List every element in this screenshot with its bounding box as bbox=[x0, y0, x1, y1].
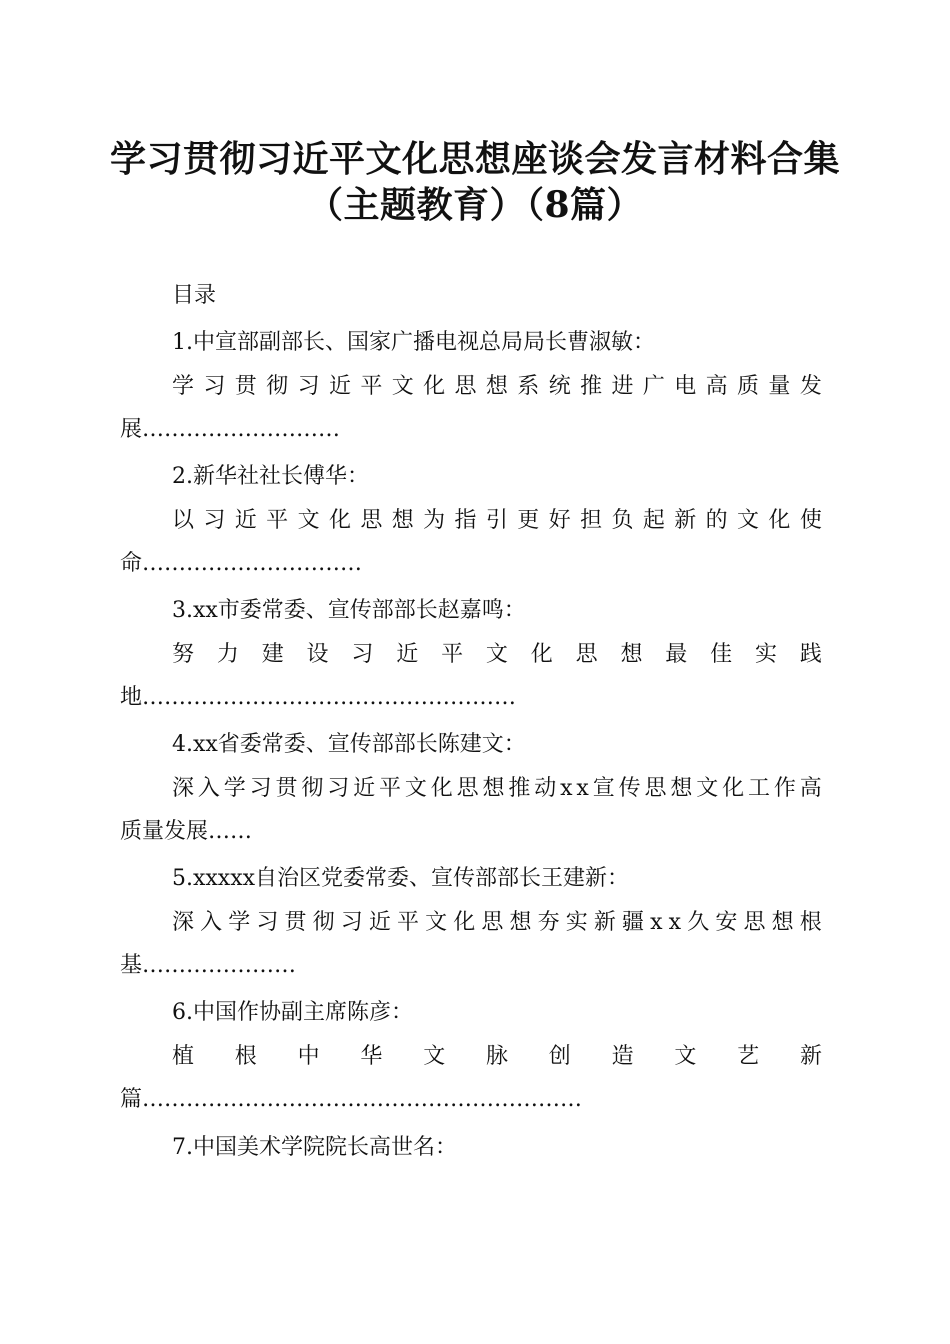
toc-entry-1-head: 1.中宣部副部长、国家广播电视总局局长曹淑敏： bbox=[172, 330, 655, 355]
toc-entry-4-title: 深 入 学 习 贯 彻 习 近 平 文 化 思 想 推 动 x x 宣 传 思 想 文 化 工 作 高 bbox=[172, 776, 822, 801]
toc-entry-6-head: 6.中国作协副主席陈彦： bbox=[172, 1000, 413, 1025]
toc-entry-5-title-cont: 基………………… bbox=[120, 953, 297, 978]
toc-entry-4-head: 4.xx省委常委、宣传部部长陈建文： bbox=[172, 732, 526, 757]
toc-entry-3-title-cont: 地…………………………………………… bbox=[120, 685, 517, 710]
toc-heading: 目录 bbox=[172, 283, 217, 308]
toc-entry-2-title: 以 习 近 平 文 化 思 想 为 指 引 更 好 担 负 起 新 的 文 化 使 bbox=[172, 508, 822, 533]
toc-entry-1-title-cont: 展……………………… bbox=[120, 417, 341, 442]
toc-entry-3-head: 3.xx市委常委、宣传部部长赵嘉鸣： bbox=[172, 598, 526, 623]
toc-entry-2-title-cont: 命………………………… bbox=[120, 551, 363, 576]
toc-entry-5-title: 深 入 学 习 贯 彻 习 近 平 文 化 思 想 夯 实 新 疆 x x 久 安 思 想 根 bbox=[172, 910, 822, 935]
toc-entry-5-head: 5.xxxxx自治区党委常委、宣传部部长王建新： bbox=[172, 866, 630, 891]
toc-entry-2-head: 2.新华社社长傅华： bbox=[172, 464, 369, 489]
toc-entry-3-title: 努 力 建 设 习 近 平 文 化 思 想 最 佳 实 践 bbox=[172, 642, 822, 667]
toc-entry-7-head: 7.中国美术学院院长高世名： bbox=[172, 1135, 457, 1160]
toc-entry-6-title-cont: 篇…………………………………………………… bbox=[120, 1087, 583, 1112]
document-title-line-2: （主题教育）（8篇） bbox=[306, 184, 644, 226]
document-title-line-1: 学习贯彻习近平文化思想座谈会发言材料合集 bbox=[109, 138, 840, 180]
toc-entry-1-title: 学 习 贯 彻 习 近 平 文 化 思 想 系 统 推 进 广 电 高 质 量 发 bbox=[172, 374, 822, 399]
toc-entry-6-title: 植 根 中 华 文 脉 创 造 文 艺 新 bbox=[172, 1044, 822, 1069]
toc-entry-4-title-cont: 质量发展…… bbox=[120, 819, 253, 844]
